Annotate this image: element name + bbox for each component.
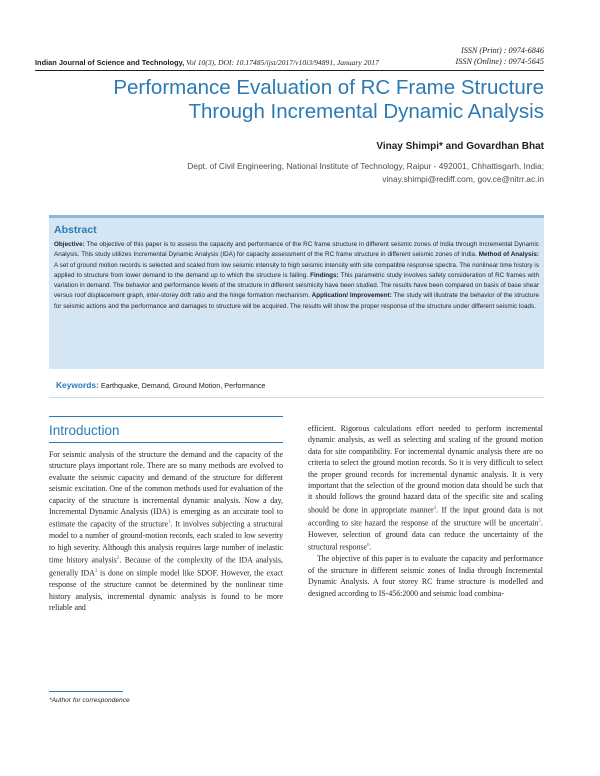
objective-label: Objective: [54, 241, 85, 248]
paper-title [60, 76, 544, 124]
abstract-heading: Abstract [54, 224, 97, 236]
paragraph [49, 449, 283, 614]
keywords-divider [49, 397, 544, 398]
findings-text: This parametric study involves safety consideration of RC frames with variation in demand. The behavior and performance levels of the structure in different seismicity have been studied. The results have been compared on basis of base shear versus roof displacement graph, inter-storey drift ratio and the hinge formation mechanism. [54, 271, 539, 300]
title-line-2: Through Incremental Dynamic Analysis [188, 100, 544, 123]
text-run: . [369, 542, 372, 552]
header-divider [35, 70, 544, 71]
application-text: The study will illustrate the behavior of the structure for seismic actions and the performance and damages to structure will be acquired. The results will show the proper response of the structure under different seismic loads. [54, 292, 539, 310]
issn-block [456, 45, 544, 67]
text-run: is done on simple model like SDOF. However, the exact response of the structure cannot be determined by the nonlinear time history analysis, incremental dynamic analysis is found to be more reliable and [49, 568, 283, 613]
reference-link[interactable]: 1 [168, 520, 171, 526]
journal-name: Indian Journal of Science and Technology, [35, 58, 185, 67]
footnote: *Author for correspondence [49, 697, 130, 704]
journal-citation [35, 58, 379, 68]
text-run: For seismic analysis of the structure the demand and the capacity of the structure plays important role. There are so many methods are evolved to evaluate the seismic capacity and demand of the structure for different seismic excitation. One of the common methods used for evaluation of the capacity of the structure is incremental dynamic analysis. Now a day, Incremental Dynamic Analysis (IDA) is emerging as an accurate tool to estimate the capacity of the structure [49, 450, 283, 530]
introduction-heading: Introduction [49, 423, 120, 438]
objective-text: The objective of this paper is to assess the capacity and performance of the RC frame structure in different seismic zones of India through Incremental Dynamic Analysis. This study utilizes Incremental Dynamic Analysis (IDA) for capacity assessment of the RC frame structure in different seismic zones of India. [54, 241, 539, 259]
issn-online: ISSN (Online) : 0974-5645 [455, 57, 544, 66]
reference-link[interactable]: 5 [538, 518, 542, 524]
methods-text: A set of ground motion records is selected and scaled from low seismic intensity to high seismic intensity with site compatible response spectra. The nonlinear time history is applied to structure from lower demand to the demand up to which the structure is failing. [54, 261, 539, 279]
footnote-divider [49, 691, 123, 692]
author-emails: vinay.shimpi@rediff.com, gov.ce@nitrr.ac.in [382, 174, 544, 184]
application-label: Application/ Improvement: [311, 292, 392, 300]
reference-link[interactable]: 4 [433, 505, 437, 511]
reference-link[interactable]: 6 [367, 543, 370, 549]
findings-label: Findings: [310, 271, 339, 279]
intro-bottom-rule [49, 442, 283, 443]
keywords-text: Earthquake, Demand, Ground Motion, Performance [98, 381, 266, 390]
intro-top-rule [49, 416, 283, 417]
affiliation-line: Dept. of Civil Engineering, National Institute of Technology, Raipur - 492001, Chhattisgarh, India; [187, 161, 544, 171]
journal-details: Vol 10(3), DOI: 10.17485/ijst/2017/v10i3/94891, January 2017 [186, 58, 379, 67]
paragraph: The objective of this paper is to evaluate the capacity and performance of the structure in different seismic zones of India through Incremental Dynamic Analysis. A four storey RC frame structure is modelled and designed according to IS-456:2000 and seismic load combina- [308, 554, 543, 598]
affiliation [187, 160, 544, 186]
paragraph [308, 423, 543, 553]
right-column [308, 423, 543, 599]
keywords [56, 380, 265, 390]
reference-link[interactable]: 3 [94, 569, 98, 575]
abstract-box [49, 215, 544, 369]
text-run: . Because of the complexity of the IDA analysis, generally IDA [49, 555, 283, 578]
reference-link[interactable]: 2 [116, 556, 120, 562]
authors: Vinay Shimpi* and Govardhan Bhat [376, 141, 544, 152]
issn-print: ISSN (Print) : 0974-6846 [460, 46, 544, 55]
keywords-label: Keywords: [56, 380, 99, 390]
text-run: efficient. Rigorous calculations effort needed to perform incremental dynamic analysis, as well as selecting and scaling of the ground motion data for site compatibility. For incremental dynamic analysis there are no criteria to select the ground motion records. So it is very difficult to select the proper ground records for incremental dynamic analysis. It is very important that the selection of the ground motion data should be such that it should follows the ground hazard data of the specific site and scaling should be done in appropriate manner [308, 424, 543, 515]
left-column [49, 449, 283, 614]
text-run: . However, selection of ground data can reduce the uncertainty of the structural response [308, 518, 543, 552]
title-line-1: Performance Evaluation of RC Frame Structure [113, 76, 544, 99]
text-run: . If the input ground data is not according to site hazard the response of the structure will be uncertain [308, 505, 543, 528]
abstract-body [54, 240, 539, 312]
methods-label: Method of Analysis: [478, 251, 539, 259]
text-run: . It involves subjecting a structural model to a number of ground-motion records, each scaled to low severity to high severity. Although this analysis requires large number of inelastic time history analysis [49, 520, 283, 565]
